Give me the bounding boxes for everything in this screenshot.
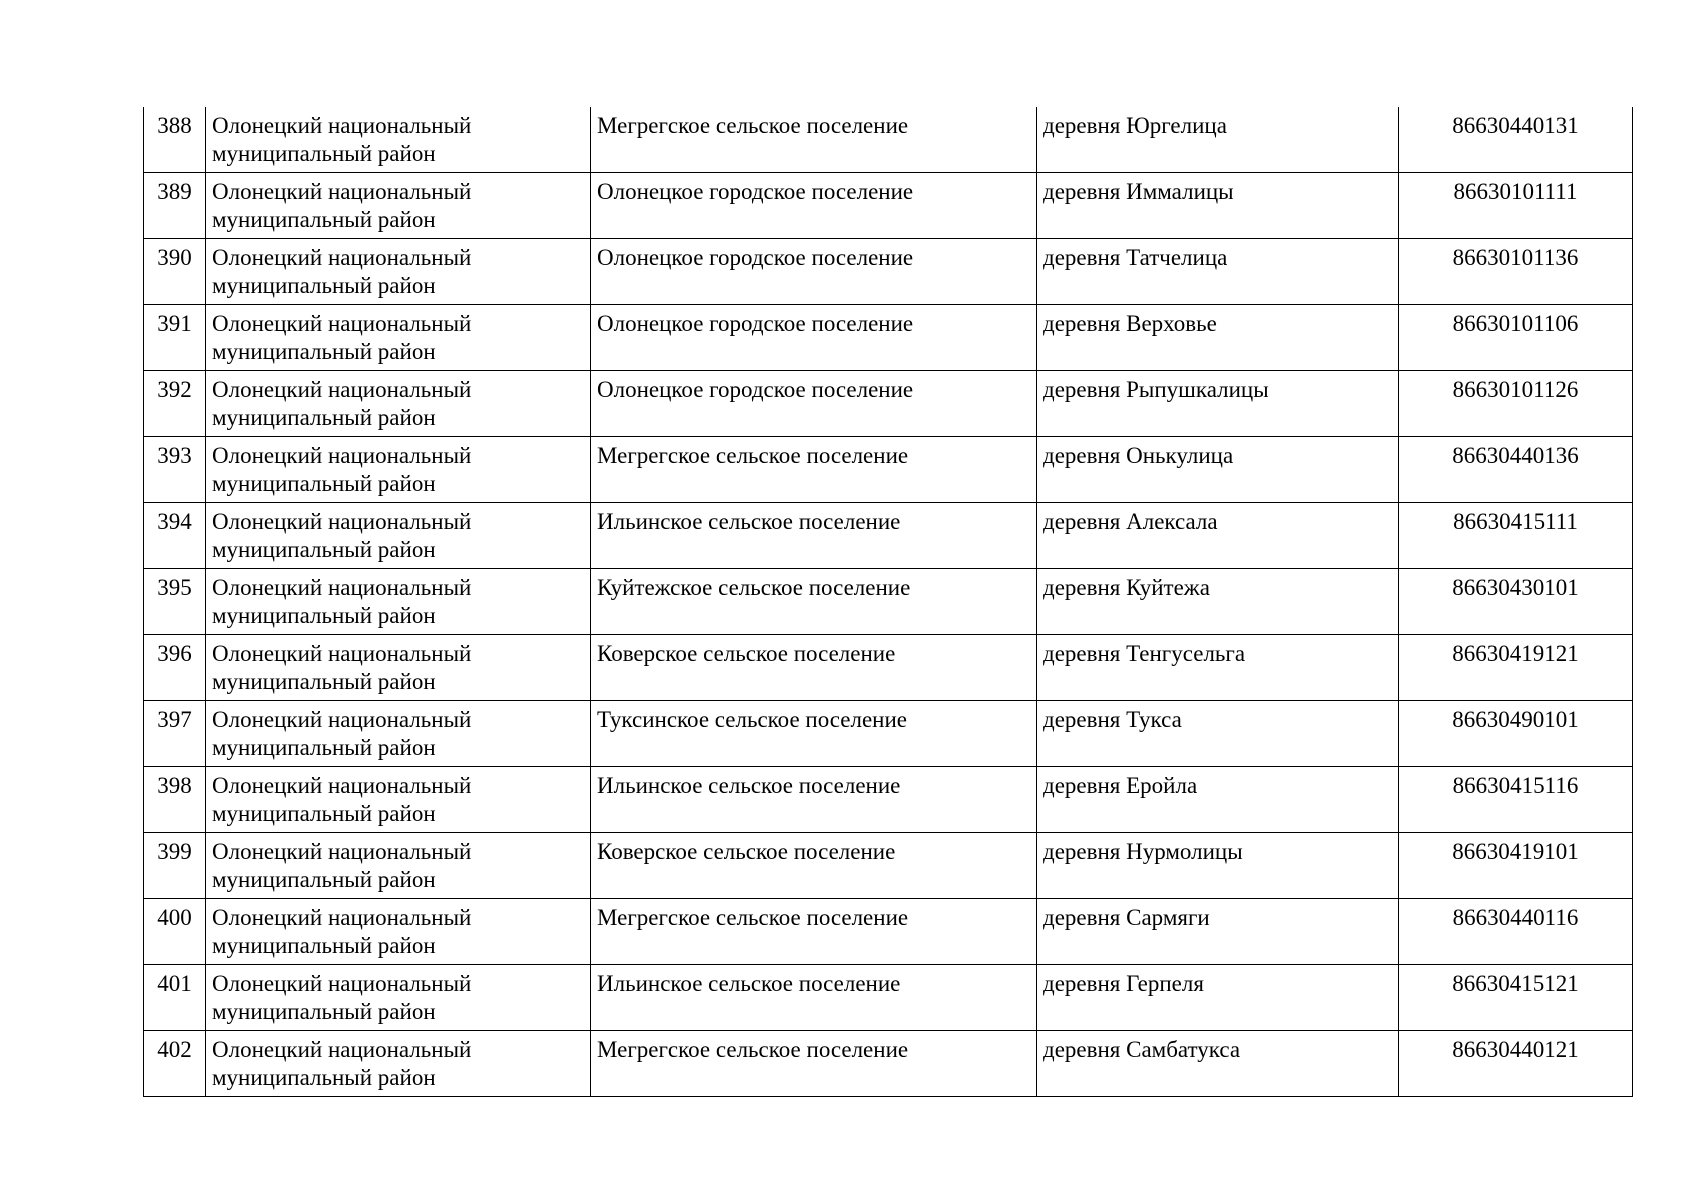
table-row [144, 371, 1633, 437]
locality-cell: деревня Рыпушкалицы [1037, 371, 1399, 437]
settlement-cell: Мегрегское сельское поселение [591, 107, 1037, 173]
table-row [144, 437, 1633, 503]
row-number: 399 [144, 833, 206, 899]
row-number: 391 [144, 305, 206, 371]
settlement-cell: Ильинское сельское поселение [591, 503, 1037, 569]
district-cell: Олонецкий национальный муниципальный район [206, 173, 591, 239]
district-cell: Олонецкий национальный муниципальный район [206, 1031, 591, 1097]
settlement-cell: Коверское сельское поселение [591, 635, 1037, 701]
locality-cell: деревня Герпеля [1037, 965, 1399, 1031]
table-body [144, 107, 1633, 1097]
district-cell: Олонецкий национальный муниципальный район [206, 569, 591, 635]
table-row [144, 503, 1633, 569]
table-row [144, 833, 1633, 899]
oktmo-code-cell: 86630440116 [1399, 899, 1633, 965]
table-row [144, 1031, 1633, 1097]
locality-cell: деревня Онькулица [1037, 437, 1399, 503]
district-cell: Олонецкий национальный муниципальный район [206, 503, 591, 569]
district-cell: Олонецкий национальный муниципальный район [206, 305, 591, 371]
district-cell: Олонецкий национальный муниципальный район [206, 437, 591, 503]
settlement-cell: Мегрегское сельское поселение [591, 437, 1037, 503]
oktmo-code-cell: 86630440136 [1399, 437, 1633, 503]
row-number: 393 [144, 437, 206, 503]
table-row [144, 569, 1633, 635]
district-cell: Олонецкий национальный муниципальный район [206, 107, 591, 173]
district-cell: Олонецкий национальный муниципальный район [206, 767, 591, 833]
oktmo-code-cell: 86630430101 [1399, 569, 1633, 635]
district-cell: Олонецкий национальный муниципальный район [206, 239, 591, 305]
oktmo-code-cell: 86630419101 [1399, 833, 1633, 899]
oktmo-code-cell: 86630101136 [1399, 239, 1633, 305]
row-number: 390 [144, 239, 206, 305]
locality-cell: деревня Юргелица [1037, 107, 1399, 173]
table-row [144, 965, 1633, 1031]
row-number: 401 [144, 965, 206, 1031]
settlement-cell: Куйтежское сельское поселение [591, 569, 1037, 635]
table-row [144, 107, 1633, 173]
locality-cell: деревня Тенгусельга [1037, 635, 1399, 701]
district-cell: Олонецкий национальный муниципальный район [206, 635, 591, 701]
table-row [144, 899, 1633, 965]
locality-cell: деревня Нурмолицы [1037, 833, 1399, 899]
table-row [144, 239, 1633, 305]
settlements-table [143, 107, 1633, 1097]
settlement-cell: Олонецкое городское поселение [591, 173, 1037, 239]
district-cell: Олонецкий национальный муниципальный район [206, 833, 591, 899]
oktmo-code-cell: 86630490101 [1399, 701, 1633, 767]
district-cell: Олонецкий национальный муниципальный район [206, 899, 591, 965]
table-row [144, 173, 1633, 239]
oktmo-code-cell: 86630101106 [1399, 305, 1633, 371]
locality-cell: деревня Верховье [1037, 305, 1399, 371]
oktmo-code-cell: 86630415111 [1399, 503, 1633, 569]
oktmo-code-cell: 86630415116 [1399, 767, 1633, 833]
row-number: 397 [144, 701, 206, 767]
locality-cell: деревня Татчелица [1037, 239, 1399, 305]
row-number: 392 [144, 371, 206, 437]
settlement-cell: Ильинское сельское поселение [591, 767, 1037, 833]
table-row [144, 701, 1633, 767]
row-number: 396 [144, 635, 206, 701]
settlement-cell: Мегрегское сельское поселение [591, 899, 1037, 965]
table-row [144, 305, 1633, 371]
settlement-cell: Коверское сельское поселение [591, 833, 1037, 899]
settlement-cell: Ильинское сельское поселение [591, 965, 1037, 1031]
row-number: 388 [144, 107, 206, 173]
table-row [144, 767, 1633, 833]
district-cell: Олонецкий национальный муниципальный район [206, 371, 591, 437]
row-number: 394 [144, 503, 206, 569]
settlement-cell: Олонецкое городское поселение [591, 371, 1037, 437]
district-cell: Олонецкий национальный муниципальный район [206, 965, 591, 1031]
settlement-cell: Туксинское сельское поселение [591, 701, 1037, 767]
locality-cell: деревня Алексала [1037, 503, 1399, 569]
row-number: 402 [144, 1031, 206, 1097]
oktmo-code-cell: 86630101111 [1399, 173, 1633, 239]
settlement-cell: Мегрегское сельское поселение [591, 1031, 1037, 1097]
settlement-cell: Олонецкое городское поселение [591, 239, 1037, 305]
locality-cell: деревня Самбатукса [1037, 1031, 1399, 1097]
oktmo-code-cell: 86630415121 [1399, 965, 1633, 1031]
row-number: 398 [144, 767, 206, 833]
locality-cell: деревня Еройла [1037, 767, 1399, 833]
settlement-cell: Олонецкое городское поселение [591, 305, 1037, 371]
oktmo-code-cell: 86630440121 [1399, 1031, 1633, 1097]
row-number: 400 [144, 899, 206, 965]
row-number: 389 [144, 173, 206, 239]
oktmo-code-cell: 86630419121 [1399, 635, 1633, 701]
locality-cell: деревня Иммалицы [1037, 173, 1399, 239]
locality-cell: деревня Куйтежа [1037, 569, 1399, 635]
oktmo-code-cell: 86630440131 [1399, 107, 1633, 173]
table-row [144, 635, 1633, 701]
row-number: 395 [144, 569, 206, 635]
oktmo-code-cell: 86630101126 [1399, 371, 1633, 437]
locality-cell: деревня Сармяги [1037, 899, 1399, 965]
locality-cell: деревня Тукса [1037, 701, 1399, 767]
district-cell: Олонецкий национальный муниципальный район [206, 701, 591, 767]
